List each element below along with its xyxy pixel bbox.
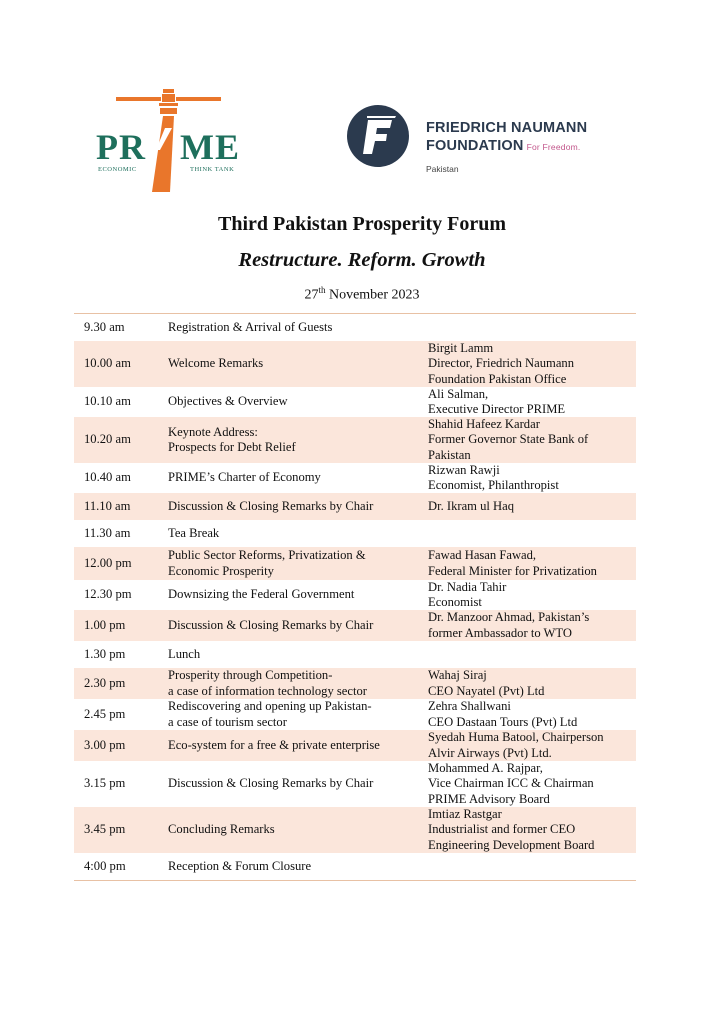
agenda-time: 10.40 am bbox=[84, 470, 131, 485]
agenda-session bbox=[168, 699, 428, 730]
agenda-session bbox=[168, 394, 428, 410]
agenda-speaker bbox=[428, 548, 636, 579]
agenda-time: 12.30 pm bbox=[84, 587, 132, 602]
agenda-speaker-line: Pakistan bbox=[428, 447, 471, 462]
agenda-speaker bbox=[428, 761, 636, 808]
agenda-speaker-line: Rizwan Rawji bbox=[428, 462, 500, 477]
agenda-time: 4:00 pm bbox=[84, 858, 126, 873]
agenda-session-line: Welcome Remarks bbox=[168, 356, 264, 371]
agenda-row bbox=[74, 699, 636, 730]
agenda-session-line: Tea Break bbox=[168, 525, 220, 540]
prime-wordmark bbox=[96, 126, 240, 168]
agenda-session-line: Registration & Arrival of Guests bbox=[168, 319, 333, 334]
agenda-row bbox=[74, 547, 636, 580]
agenda-row bbox=[74, 807, 636, 853]
agenda-speaker-line: CEO Nayatel (Pvt) Ltd bbox=[428, 683, 545, 698]
date-suffix: th bbox=[318, 285, 326, 295]
agenda-session bbox=[168, 668, 428, 699]
agenda-session-line: Discussion & Closing Remarks by Chair bbox=[168, 776, 374, 791]
agenda-speaker-line: Dr. Manzoor Ahmad, Pakistan’s bbox=[428, 610, 590, 624]
agenda-session bbox=[168, 320, 428, 336]
agenda-speaker-line: Dr. Nadia Tahir bbox=[428, 579, 507, 594]
agenda-session-line: PRIME’s Charter of Economy bbox=[168, 470, 321, 485]
fnf-name-line2 bbox=[426, 138, 580, 154]
agenda-speaker-line: Vice Chairman ICC & Chairman bbox=[428, 776, 594, 791]
agenda-speaker bbox=[428, 610, 636, 641]
agenda-time: 1.00 pm bbox=[84, 617, 126, 632]
agenda-speaker-line: Dr. Ikram ul Haq bbox=[428, 498, 515, 513]
agenda-session bbox=[168, 822, 428, 838]
prime-word-left: PR bbox=[96, 127, 146, 167]
agenda-session-line: Objectives & Overview bbox=[168, 394, 288, 409]
agenda-speaker bbox=[428, 699, 636, 730]
agenda-session bbox=[168, 647, 428, 663]
agenda-row bbox=[74, 520, 636, 547]
fnf-logo bbox=[346, 100, 606, 180]
fnf-country: Pakistan bbox=[426, 164, 459, 174]
agenda-row bbox=[74, 761, 636, 807]
agenda-session-line: Concluding Remarks bbox=[168, 822, 275, 837]
agenda-speaker-line: Director, Friedrich Naumann bbox=[428, 356, 575, 371]
agenda-session-line: Discussion & Closing Remarks by Chair bbox=[168, 617, 374, 632]
agenda-time: 12.00 pm bbox=[84, 555, 132, 570]
prime-sub-right: THINK TANK bbox=[190, 166, 235, 173]
agenda-speaker bbox=[428, 463, 636, 494]
agenda-time: 10.10 am bbox=[84, 394, 131, 409]
agenda-speaker-line: Birgit Lamm bbox=[428, 340, 494, 355]
agenda-speaker bbox=[428, 499, 636, 515]
agenda-speaker-line: Alvir Airways (Pvt) Ltd. bbox=[428, 745, 552, 760]
agenda-session bbox=[168, 356, 428, 372]
agenda-time: 3.15 pm bbox=[84, 776, 126, 791]
agenda-time: 10.00 am bbox=[84, 356, 131, 371]
agenda-speaker-line: Imtiaz Rastgar bbox=[428, 806, 502, 821]
agenda-speaker bbox=[428, 730, 636, 761]
agenda-session bbox=[168, 776, 428, 792]
agenda-speaker-line: CEO Dastaan Tours (Pvt) Ltd bbox=[428, 714, 578, 729]
agenda-time: 11.10 am bbox=[84, 498, 131, 513]
agenda-speaker bbox=[428, 668, 636, 699]
date-rest: November 2023 bbox=[325, 287, 420, 303]
agenda-row bbox=[74, 668, 636, 699]
agenda-speaker-line: Foundation Pakistan Office bbox=[428, 371, 567, 386]
agenda-speaker-line: Ali Salman, bbox=[428, 386, 489, 401]
agenda-speaker-line: Economist bbox=[428, 595, 482, 609]
agenda-session-line: Lunch bbox=[168, 646, 201, 661]
agenda-row bbox=[74, 387, 636, 417]
page-title: Third Pakistan Prosperity Forum bbox=[218, 213, 506, 235]
agenda-speaker bbox=[428, 417, 636, 464]
agenda-speaker-line: Mohammed A. Rajpar, bbox=[428, 760, 543, 775]
agenda-speaker-line: Economist, Philanthropist bbox=[428, 478, 559, 492]
agenda-session-line: Rediscovering and opening up Pakistan- bbox=[168, 699, 372, 713]
agenda-session-line: Downsizing the Federal Government bbox=[168, 587, 355, 602]
agenda-row bbox=[74, 314, 636, 341]
agenda-time: 2.45 pm bbox=[84, 706, 126, 721]
agenda-session bbox=[168, 470, 428, 486]
agenda-row bbox=[74, 341, 636, 387]
agenda-speaker-line: Former Governor State Bank of bbox=[428, 432, 589, 447]
date-day: 27 bbox=[304, 287, 319, 303]
fnf-mark-icon bbox=[346, 104, 410, 168]
agenda-row bbox=[74, 730, 636, 761]
agenda-row bbox=[74, 610, 636, 641]
agenda-session-line: Public Sector Reforms, Privatization & bbox=[168, 548, 366, 562]
agenda-session-line: a case of information technology sector bbox=[168, 683, 367, 698]
agenda-time: 3.00 pm bbox=[84, 737, 126, 752]
agenda-speaker bbox=[428, 341, 636, 388]
prime-sub-left: ECONOMIC bbox=[98, 166, 137, 173]
agenda-speaker bbox=[428, 807, 636, 854]
agenda-session-line: a case of tourism sector bbox=[168, 714, 287, 729]
agenda-speaker-line: Fawad Hasan Fawad, bbox=[428, 548, 537, 562]
agenda-session bbox=[168, 738, 428, 754]
agenda-time: 9.30 am bbox=[84, 319, 125, 334]
agenda-session-line: Prospects for Debt Relief bbox=[168, 440, 296, 454]
agenda-session-line: Discussion & Closing Remarks by Chair bbox=[168, 498, 374, 513]
agenda-session bbox=[168, 499, 428, 515]
agenda-session-line: Eco-system for a free & private enterprise bbox=[168, 737, 380, 752]
agenda-time: 10.20 am bbox=[84, 432, 131, 447]
agenda-session bbox=[168, 526, 428, 542]
agenda-speaker-line: Engineering Development Board bbox=[428, 837, 595, 852]
agenda-row bbox=[74, 417, 636, 463]
agenda-session-line: Reception & Forum Closure bbox=[168, 858, 312, 873]
agenda-speaker-line: Federal Minister for Privatization bbox=[428, 563, 597, 578]
agenda-session bbox=[168, 618, 428, 634]
agenda-session bbox=[168, 859, 428, 875]
agenda-time: 1.30 pm bbox=[84, 646, 126, 661]
prime-logo bbox=[92, 88, 254, 198]
agenda-speaker-line: former Ambassador to WTO bbox=[428, 625, 572, 640]
agenda-session bbox=[168, 548, 428, 579]
agenda-speaker-line: Zehra Shallwani bbox=[428, 699, 511, 713]
agenda-session-line: Keynote Address: bbox=[168, 424, 258, 439]
agenda-speaker-line: Syedah Huma Batool, Chairperson bbox=[428, 730, 604, 744]
agenda-time: 11.30 am bbox=[84, 525, 131, 540]
event-date bbox=[0, 285, 724, 304]
agenda-session-line: Economic Prosperity bbox=[168, 563, 274, 578]
agenda-speaker-line: Industrialist and former CEO bbox=[428, 822, 576, 837]
agenda-time: 2.30 pm bbox=[84, 675, 126, 690]
prime-word-right: ME bbox=[180, 127, 240, 167]
agenda-row bbox=[74, 493, 636, 520]
agenda-row bbox=[74, 580, 636, 610]
agenda-speaker bbox=[428, 387, 636, 418]
agenda-session-line: Prosperity through Competition- bbox=[168, 668, 333, 682]
agenda-speaker-line: Executive Director PRIME bbox=[428, 402, 566, 416]
agenda-speaker-line: PRIME Advisory Board bbox=[428, 791, 550, 806]
agenda-speaker bbox=[428, 580, 636, 611]
agenda-row bbox=[74, 463, 636, 493]
agenda-session bbox=[168, 425, 428, 456]
fnf-tagline: For Freedom. bbox=[526, 142, 581, 152]
agenda-row bbox=[74, 641, 636, 668]
agenda-time: 3.45 pm bbox=[84, 822, 126, 837]
fnf-name-line1: FRIEDRICH NAUMANN bbox=[426, 120, 588, 136]
agenda-session bbox=[168, 587, 428, 603]
agenda-speaker-line: Wahaj Siraj bbox=[428, 668, 487, 682]
agenda-table bbox=[74, 313, 636, 881]
agenda-row bbox=[74, 853, 636, 880]
page-subtitle: Restructure. Reform. Growth bbox=[238, 249, 486, 271]
fnf-name-line2-text: FOUNDATION bbox=[426, 138, 524, 154]
agenda-speaker-line: Shahid Hafeez Kardar bbox=[428, 416, 540, 431]
